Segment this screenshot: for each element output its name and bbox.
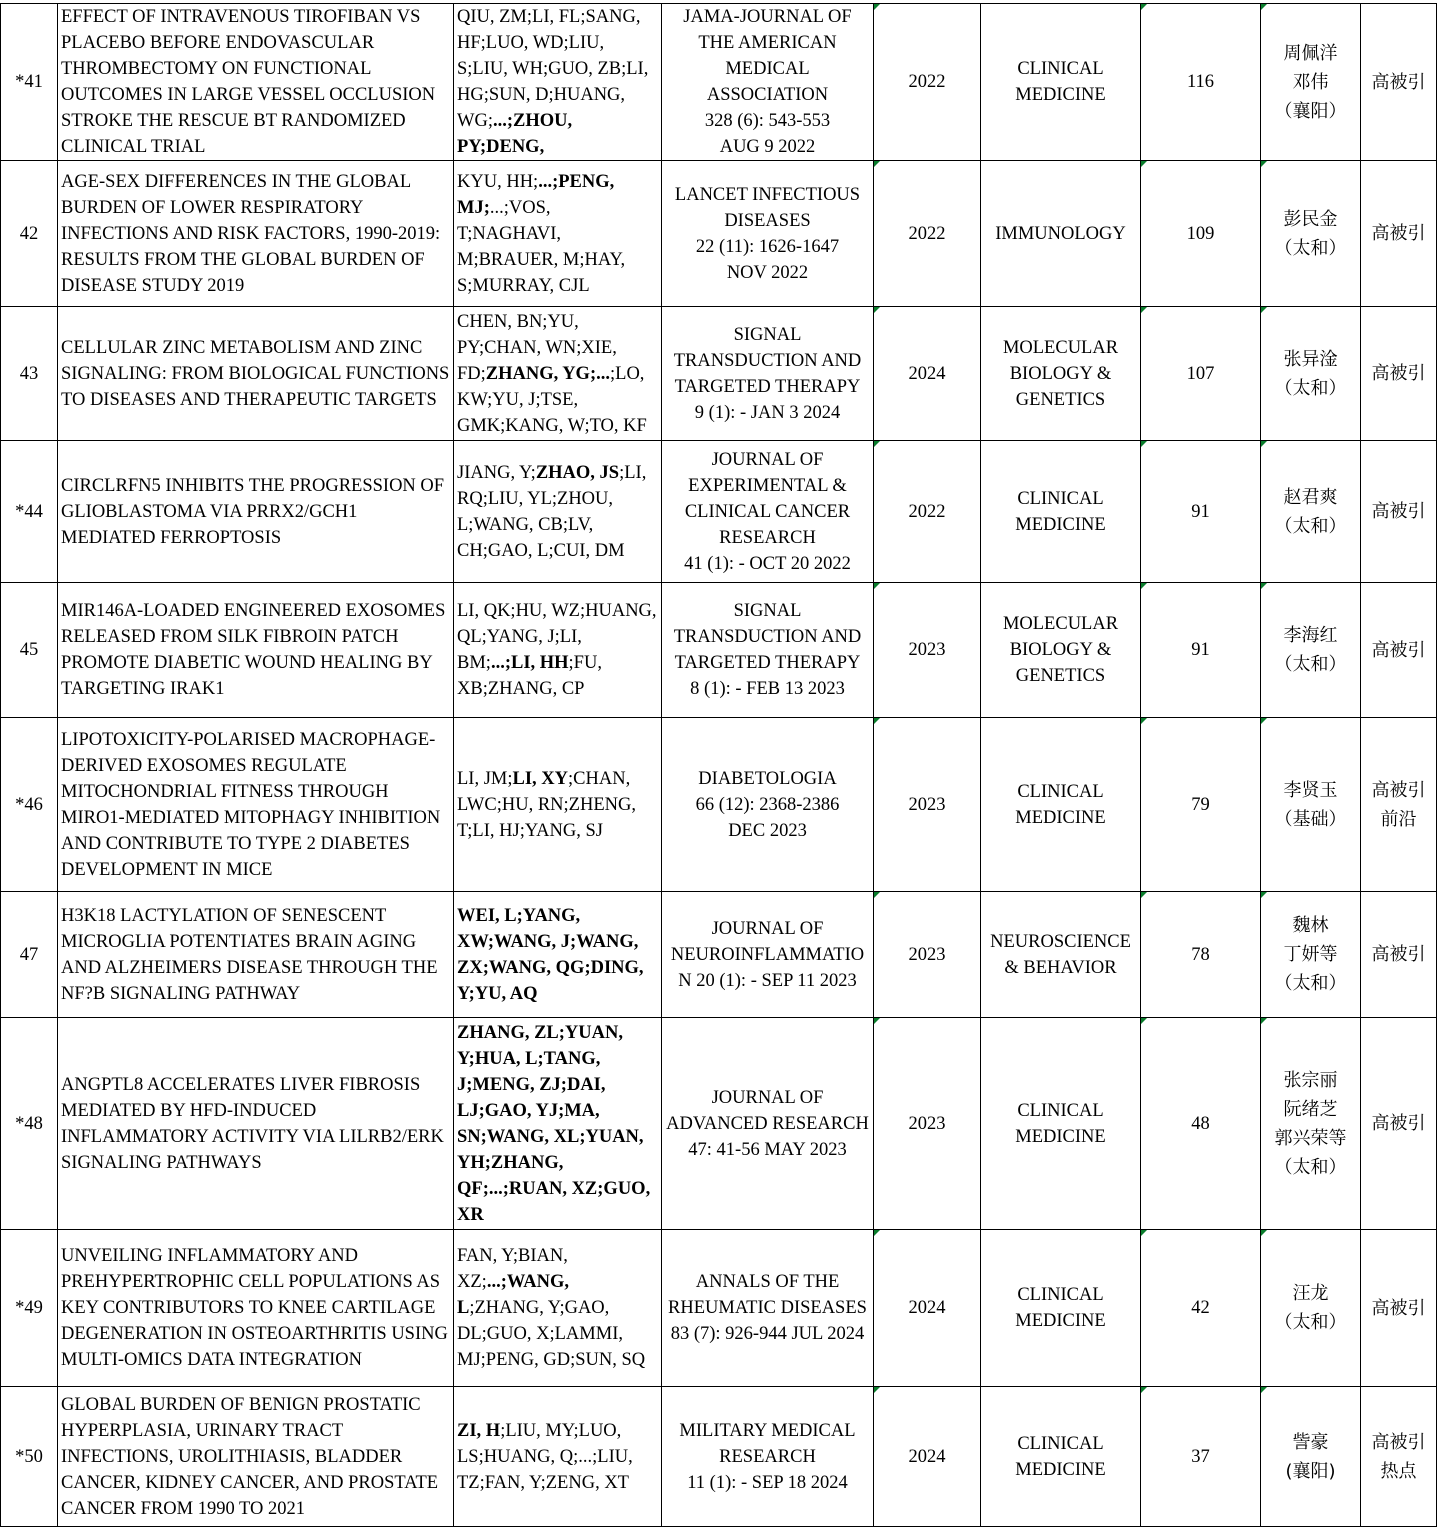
- paper-title: UNVEILING INFLAMMATORY AND PREHYPERTROPHIC CELL POPULATIONS AS KEY CONTRIBUTORS TO KNEE CARTILAGE DEGENERATION IN OSTEOARTHRITIS USING MULTI-OMICS DATA INTEGRATION: [58, 1230, 454, 1387]
- author-cn-line: 阮绪芝: [1283, 1098, 1338, 1120]
- paper-number: *44: [1, 441, 58, 583]
- author-cn-line: （太和）: [1274, 654, 1347, 675]
- paper-year: [874, 161, 981, 307]
- cell-comment-marker: [1141, 4, 1147, 10]
- paper-year: [874, 1387, 981, 1527]
- paper-title: CIRCLRFN5 INHIBITS THE PROGRESSION OF GLIOBLASTOMA VIA PRRX2/GCH1 MEDIATED FERROPTOSIS: [58, 441, 454, 583]
- author-text: KYU, HH;: [457, 171, 539, 192]
- paper-authors-cn: [1261, 1230, 1361, 1387]
- journal-line: LANCET INFECTIOUS DISEASES: [674, 184, 861, 231]
- paper-tags: [1361, 307, 1437, 441]
- table-row: [1, 892, 1437, 1018]
- paper-category: [981, 307, 1141, 441]
- paper-journal: [662, 1018, 874, 1230]
- citations-value: 91: [1191, 640, 1210, 660]
- category-value: CLINICAL MEDICINE: [1015, 1100, 1106, 1147]
- table-row: [1, 307, 1437, 441]
- cell-comment-marker: [1141, 307, 1147, 313]
- year-value: 2023: [908, 640, 946, 660]
- author-highlight: ZHANG, ZL;YUAN, Y;HUA, L;TANG, J;MENG, ZJ;DAI, LJ;GAO, YJ;MA, SN;WANG, XL;YUAN, YH;ZHANG, QF;...;RUAN, XZ;GUO, XR: [457, 1022, 651, 1225]
- paper-citations: [1141, 1018, 1261, 1230]
- tag-label: 前沿: [1380, 808, 1417, 830]
- citations-value: 79: [1191, 794, 1210, 815]
- author-highlight: ...;WANG, L: [457, 1272, 570, 1318]
- paper-authors-cn: [1261, 718, 1361, 892]
- cell-comment-marker: [1261, 441, 1267, 447]
- journal-line: SIGNAL TRANSDUCTION AND TARGETED THERAPY: [673, 601, 862, 673]
- tag-label: 高被引: [1371, 223, 1426, 244]
- cell-comment-marker: [1141, 892, 1147, 898]
- author-cn-line: （太和）: [1274, 1156, 1347, 1178]
- paper-title: EFFECT OF INTRAVENOUS TIROFIBAN VS PLACEBO BEFORE ENDOVASCULAR THROMBECTOMY ON FUNCTIONAL OUTCOMES IN LARGE VESSEL OCCLUSION STROKE THE RESCUE BT RANDOMIZED CLINICAL TRIAL: [58, 4, 454, 161]
- author-cn-line: 李贤玉: [1283, 779, 1338, 801]
- author-text: LI, QK;HU, WZ;HUANG, QL;YANG, J;LI, BM;: [457, 601, 657, 673]
- journal-line: 9 (1): - JAN 3 2024: [694, 402, 841, 423]
- paper-tags: [1361, 583, 1437, 718]
- author-cn-line: （太和）: [1274, 377, 1347, 399]
- cell-comment-marker: [1141, 441, 1147, 447]
- table-row: [1, 441, 1437, 583]
- paper-title: LIPOTOXICITY-POLARISED MACROPHAGE-DERIVED EXOSOMES REGULATE MITOCHONDRIAL FITNESS THROUGH MIRO1-MEDIATED MITOPHAGY INHIBITION AND CONTRIBUTE TO TYPE 2 DIABETES DEVELOPMENT IN MICE: [58, 718, 454, 892]
- author-cn-line: （太和）: [1274, 515, 1347, 537]
- cell-comment-marker: [874, 1018, 880, 1024]
- tag-label: 高被引: [1371, 944, 1426, 965]
- paper-year: [874, 892, 981, 1018]
- cell-comment-marker: [874, 718, 880, 724]
- paper-number: 45: [1, 583, 58, 718]
- citations-value: 78: [1191, 944, 1210, 965]
- paper-authors-cn: [1261, 1018, 1361, 1230]
- category-value: CLINICAL MEDICINE: [1015, 59, 1106, 105]
- paper-journal: [662, 583, 874, 718]
- citations-value: 42: [1191, 1298, 1210, 1318]
- paper-number: *49: [1, 1230, 58, 1387]
- cell-comment-marker: [874, 161, 880, 167]
- citations-value: 116: [1186, 72, 1215, 92]
- journal-line: JOURNAL OF ADVANCED RESEARCH: [666, 1087, 869, 1134]
- paper-tags: [1361, 1018, 1437, 1230]
- table-row: [1, 1387, 1437, 1527]
- author-cn-line: （太和）: [1274, 973, 1347, 994]
- category-value: CLINICAL MEDICINE: [1015, 488, 1106, 535]
- cell-comment-marker: [1141, 161, 1147, 167]
- paper-year: [874, 1230, 981, 1387]
- paper-tags: [1361, 4, 1437, 161]
- paper-authors-cn: [1261, 161, 1361, 307]
- author-cn-line: 张异淦: [1283, 348, 1338, 370]
- paper-citations: [1141, 718, 1261, 892]
- table-row: [1, 1018, 1437, 1230]
- author-cn-line: (襄阳): [1285, 1460, 1336, 1482]
- category-value: CLINICAL MEDICINE: [1015, 781, 1106, 828]
- paper-category: [981, 718, 1141, 892]
- author-cn-line: 丁妍等: [1283, 944, 1338, 965]
- cell-comment-marker: [874, 307, 880, 313]
- journal-line: DEC 2023: [728, 820, 807, 841]
- paper-category: [981, 161, 1141, 307]
- paper-journal: [662, 1387, 874, 1527]
- paper-authors-cn: [1261, 4, 1361, 161]
- cell-comment-marker: [1261, 583, 1267, 589]
- author-cn-line: 魏林: [1292, 915, 1329, 936]
- paper-authors: [454, 718, 662, 892]
- paper-year: [874, 1018, 981, 1230]
- author-cn-line: 邓伟: [1292, 71, 1329, 93]
- paper-journal: [662, 718, 874, 892]
- paper-authors: [454, 583, 662, 718]
- paper-number: 47: [1, 892, 58, 1018]
- author-highlight: ...;ZHOU, PY;DENG,: [457, 111, 573, 157]
- journal-line: 41 (1): - OCT 20 2022: [684, 553, 851, 574]
- author-highlight: ZHAO, JS: [535, 462, 620, 483]
- author-text: ;ZHANG, Y;GAO, DL;GUO, X;LAMMI, MJ;PENG, GD;SUN, SQ: [457, 1298, 646, 1370]
- cell-comment-marker: [1261, 1230, 1267, 1236]
- year-value: 2023: [908, 944, 946, 965]
- year-value: 2022: [908, 223, 946, 244]
- journal-line: DIABETOLOGIA: [698, 768, 837, 789]
- paper-citations: [1141, 4, 1261, 161]
- tag-label: 高被引: [1371, 71, 1426, 93]
- paper-number: *41: [1, 4, 58, 161]
- category-value: MOLECULAR BIOLOGY & GENETICS: [1002, 614, 1119, 686]
- author-highlight: ...;PENG, MJ;: [457, 171, 615, 218]
- paper-title: ANGPTL8 ACCELERATES LIVER FIBROSIS MEDIATED BY HFD-INDUCED INFLAMMATORY ACTIVITY VIA LILRB2/ERK SIGNALING PATHWAYS: [58, 1018, 454, 1230]
- cell-comment-marker: [1141, 718, 1147, 724]
- paper-category: [981, 1018, 1141, 1230]
- year-value: 2024: [908, 1446, 946, 1467]
- paper-citations: [1141, 583, 1261, 718]
- paper-tags: [1361, 1230, 1437, 1387]
- paper-authors: [454, 1018, 662, 1230]
- cell-comment-marker: [1261, 4, 1267, 10]
- journal-line: JOURNAL OF NEUROINFLAMMATIO N 20 (1): - SEP 11 2023: [670, 918, 865, 991]
- author-highlight: ZHANG, YG;...: [485, 363, 610, 384]
- paper-authors: [454, 1387, 662, 1527]
- paper-journal: [662, 307, 874, 441]
- journal-line: MILITARY MEDICAL RESEARCH: [679, 1420, 856, 1467]
- cell-comment-marker: [874, 892, 880, 898]
- paper-tags: [1361, 1387, 1437, 1527]
- paper-journal: [662, 892, 874, 1018]
- paper-journal: [662, 4, 874, 161]
- paper-authors: [454, 161, 662, 307]
- paper-journal: [662, 161, 874, 307]
- author-text: FAN, Y;BIAN, XZ;: [457, 1246, 568, 1292]
- table-row: [1, 1230, 1437, 1387]
- tag-label: 高被引: [1371, 363, 1426, 384]
- paper-authors-cn: [1261, 1387, 1361, 1527]
- paper-authors: [454, 892, 662, 1018]
- cell-comment-marker: [1141, 1230, 1147, 1236]
- tag-label: 热点: [1380, 1460, 1417, 1482]
- author-cn-line: 訾豪: [1292, 1431, 1329, 1453]
- author-text: ;LIU, MY;LUO, LS;HUANG, Q;...;LIU, TZ;FAN, Y;ZENG, XT: [457, 1420, 633, 1493]
- author-text: QIU, ZM;LI, FL;SANG, HF;LUO, WD;LIU, S;LIU, WH;GUO, ZB;LI, HG;SUN, D;HUANG, WG;: [457, 7, 649, 131]
- journal-line: 328 (6): 543-553: [704, 111, 831, 131]
- author-cn-line: （太和）: [1274, 237, 1347, 259]
- author-cn-line: 郭兴荣等: [1274, 1127, 1347, 1149]
- paper-number: 42: [1, 161, 58, 307]
- journal-line: 22 (11): 1626-1647: [695, 236, 840, 257]
- cell-comment-marker: [874, 1230, 880, 1236]
- citations-value: 91: [1191, 501, 1210, 522]
- paper-category: [981, 892, 1141, 1018]
- paper-title: H3K18 LACTYLATION OF SENESCENT MICROGLIA POTENTIATES BRAIN AGING AND ALZHEIMERS DISEASE THROUGH THE NF?B SIGNALING PATHWAY: [58, 892, 454, 1018]
- paper-number: *46: [1, 718, 58, 892]
- year-value: 2024: [908, 363, 946, 384]
- author-highlight: WEI, L;YANG, XW;WANG, J;WANG, ZX;WANG, QG;DING, Y;YU, AQ: [457, 905, 644, 1004]
- table-row: [1, 161, 1437, 307]
- author-cn-line: 赵君爽: [1283, 486, 1338, 508]
- journal-line: NOV 2022: [726, 262, 809, 283]
- tag-label: 高被引: [1371, 1113, 1426, 1134]
- category-value: NEUROSCIENCE & BEHAVIOR: [990, 931, 1131, 978]
- journal-line: SIGNAL TRANSDUCTION AND TARGETED THERAPY: [673, 324, 862, 397]
- author-text: LI, JM;: [457, 768, 513, 789]
- paper-authors-cn: [1261, 583, 1361, 718]
- journal-line: 8 (1): - FEB 13 2023: [690, 679, 845, 699]
- author-highlight: LI, XY: [512, 768, 569, 789]
- citations-value: 107: [1186, 363, 1215, 384]
- author-cn-line: 周佩洋: [1283, 42, 1338, 64]
- author-text: ...;VOS, T;NAGHAVI, M;BRAUER, M;HAY, S;MURRAY, CJL: [457, 197, 626, 296]
- paper-tags: [1361, 441, 1437, 583]
- tag-label: 高被引: [1371, 501, 1426, 522]
- paper-title: CELLULAR ZINC METABOLISM AND ZINC SIGNALING: FROM BIOLOGICAL FUNCTIONS TO DISEASES AND THERAPEUTIC TARGETS: [58, 307, 454, 441]
- author-text: ;CHAN, LWC;HU, RN;ZHENG, T;LI, HJ;YANG, SJ: [457, 768, 636, 841]
- cell-comment-marker: [1261, 307, 1267, 313]
- author-text: JIANG, Y;: [457, 462, 536, 483]
- paper-number: *48: [1, 1018, 58, 1230]
- journal-line: 66 (12): 2368-2386: [695, 794, 840, 815]
- papers-table-body: [1, 4, 1437, 1527]
- author-highlight: ...;LI, HH: [490, 653, 569, 673]
- author-cn-line: 张宗丽: [1283, 1069, 1338, 1091]
- paper-tags: [1361, 718, 1437, 892]
- cell-comment-marker: [1261, 1018, 1267, 1024]
- year-value: 2023: [908, 1113, 946, 1134]
- author-text: ;LO, KW;YU, J;TSE, GMK;KANG, W;TO, KF: [457, 363, 647, 436]
- author-text: ;LI, RQ;LIU, YL;ZHOU, L;WANG, CB;LV, CH;GAO, L;CUI, DM: [457, 462, 647, 561]
- paper-category: [981, 1230, 1141, 1387]
- paper-citations: [1141, 1230, 1261, 1387]
- paper-title: MIR146A-LOADED ENGINEERED EXOSOMES RELEASED FROM SILK FIBROIN PATCH PROMOTE DIABETIC WOUND HEALING BY TARGETING IRAK1: [58, 583, 454, 718]
- journal-line: ANNALS OF THE RHEUMATIC DISEASES 83 (7): 926-944 JUL 2024: [668, 1272, 867, 1344]
- tag-label: 高被引: [1371, 639, 1426, 661]
- year-value: 2024: [908, 1298, 946, 1318]
- paper-authors: [454, 4, 662, 161]
- table-row: [1, 583, 1437, 718]
- cell-comment-marker: [1141, 583, 1147, 589]
- paper-category: [981, 4, 1141, 161]
- cell-comment-marker: [1261, 161, 1267, 167]
- author-highlight: ZI, H: [457, 1420, 501, 1441]
- paper-citations: [1141, 161, 1261, 307]
- paper-authors-cn: [1261, 892, 1361, 1018]
- author-cn-line: 彭民金: [1283, 208, 1338, 230]
- citations-value: 48: [1191, 1113, 1210, 1134]
- paper-authors-cn: [1261, 441, 1361, 583]
- author-cn-line: （襄阳）: [1274, 100, 1347, 122]
- paper-citations: [1141, 892, 1261, 1018]
- tag-label: 高被引: [1371, 1297, 1426, 1319]
- paper-year: [874, 718, 981, 892]
- category-value: MOLECULAR BIOLOGY & GENETICS: [1002, 337, 1119, 410]
- paper-authors: [454, 307, 662, 441]
- paper-title: AGE-SEX DIFFERENCES IN THE GLOBAL BURDEN OF LOWER RESPIRATORY INFECTIONS AND RISK FACTORS, 1990-2019: RESULTS FROM THE GLOBAL BURDEN OF DISEASE STUDY 2019: [58, 161, 454, 307]
- paper-year: [874, 583, 981, 718]
- cell-comment-marker: [874, 1387, 880, 1393]
- paper-number: 43: [1, 307, 58, 441]
- citations-value: 37: [1191, 1446, 1210, 1467]
- year-value: 2023: [908, 794, 946, 815]
- paper-category: [981, 1387, 1141, 1527]
- cell-comment-marker: [874, 4, 880, 10]
- author-cn-line: 汪龙: [1292, 1283, 1329, 1304]
- paper-citations: [1141, 307, 1261, 441]
- paper-tags: [1361, 892, 1437, 1018]
- author-cn-line: （太和）: [1274, 1312, 1347, 1333]
- table-row: [1, 4, 1437, 161]
- journal-line: JOURNAL OF EXPERIMENTAL & CLINICAL CANCER RESEARCH: [684, 449, 851, 548]
- table-row: [1, 718, 1437, 892]
- journal-line: 11 (1): - SEP 18 2024: [687, 1472, 848, 1493]
- author-cn-line: （基础）: [1274, 808, 1347, 830]
- paper-authors-cn: [1261, 307, 1361, 441]
- cell-comment-marker: [874, 441, 880, 447]
- journal-line: AUG 9 2022: [719, 137, 816, 157]
- paper-journal: [662, 1230, 874, 1387]
- paper-authors: [454, 441, 662, 583]
- journal-line: 47: 41-56 MAY 2023: [688, 1139, 847, 1160]
- author-cn-line: 李海红: [1283, 625, 1338, 646]
- papers-table: [0, 3, 1437, 1527]
- category-value: IMMUNOLOGY: [995, 223, 1126, 244]
- tag-label: 高被引: [1371, 1431, 1426, 1453]
- author-text: ;FU, XB;ZHANG, CP: [457, 653, 602, 699]
- paper-category: [981, 441, 1141, 583]
- year-value: 2022: [908, 72, 946, 92]
- paper-category: [981, 583, 1141, 718]
- year-value: 2022: [908, 501, 946, 522]
- cell-comment-marker: [1141, 1018, 1147, 1024]
- cell-comment-marker: [1261, 718, 1267, 724]
- cell-comment-marker: [874, 583, 880, 589]
- paper-year: [874, 307, 981, 441]
- paper-citations: [1141, 441, 1261, 583]
- cell-comment-marker: [1261, 892, 1267, 898]
- paper-citations: [1141, 1387, 1261, 1527]
- paper-journal: [662, 441, 874, 583]
- category-value: CLINICAL MEDICINE: [1015, 1285, 1106, 1331]
- paper-authors: [454, 1230, 662, 1387]
- cell-comment-marker: [1141, 1387, 1147, 1393]
- author-text: CHEN, BN;YU, PY;CHAN, WN;XIE, FD;: [457, 311, 617, 384]
- journal-line: JAMA-JOURNAL OF THE AMERICAN MEDICAL ASSOCIATION: [683, 7, 852, 105]
- tag-label: 高被引: [1371, 779, 1426, 801]
- category-value: CLINICAL MEDICINE: [1015, 1433, 1106, 1480]
- paper-number: *50: [1, 1387, 58, 1527]
- paper-year: [874, 441, 981, 583]
- citations-value: 109: [1186, 223, 1215, 244]
- paper-tags: [1361, 161, 1437, 307]
- paper-year: [874, 4, 981, 161]
- cell-comment-marker: [1261, 1387, 1267, 1393]
- paper-title: GLOBAL BURDEN OF BENIGN PROSTATIC HYPERPLASIA, URINARY TRACT INFECTIONS, UROLITHIASIS, BLADDER CANCER, KIDNEY CANCER, AND PROSTATE CANCER FROM 1990 TO 2021: [58, 1387, 454, 1527]
